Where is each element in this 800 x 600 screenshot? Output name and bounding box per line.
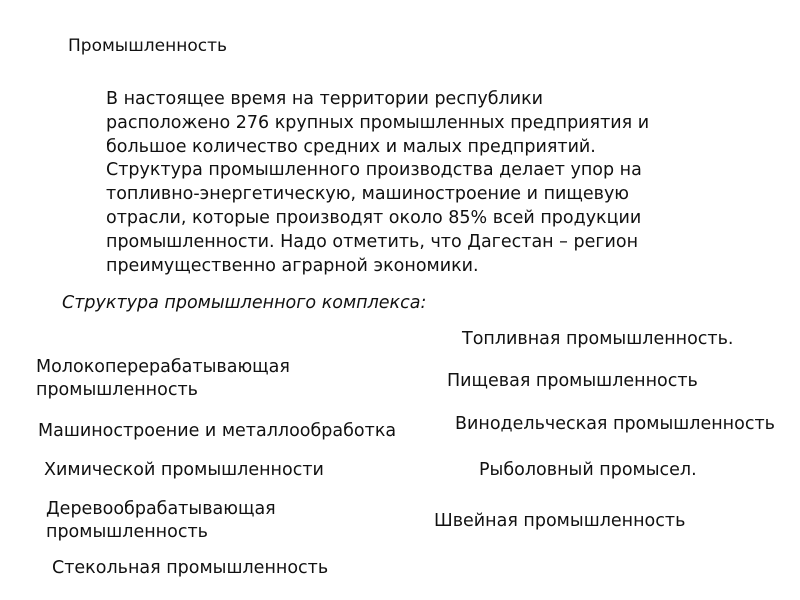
paragraph-line: расположено 276 крупных промышленных предприятия и (106, 112, 650, 133)
industry-item-woodworking (46, 498, 276, 544)
paragraph-line: промышленности. Надо отметить, что Дагестан – регион (106, 231, 639, 252)
industry-item-machinery (38, 420, 396, 443)
industry-item-food: Пищевая промышленность (447, 371, 698, 391)
industry-item-fishing: Рыболовный промысел. (479, 460, 697, 480)
paragraph-line: топливно-энергетическую, машиностроение и пищевую (106, 184, 630, 205)
industry-item-line: Стекольная промышленность (52, 558, 329, 578)
industry-item-line: промышленность (46, 522, 208, 542)
industry-item-line: Деревообрабатывающая (46, 499, 276, 519)
industry-item-line: Молокоперерабатывающая (36, 357, 290, 377)
paragraph-line: Структура промышленного производства делает упор на (106, 160, 642, 181)
industry-item-chemical (44, 459, 324, 482)
industry-item-line: Машиностроение и металлообработка (38, 421, 397, 441)
paragraph-line: отрасли, которые производят около 85% всей продукции (106, 207, 642, 228)
industry-item-dairy (36, 356, 290, 402)
slide-title: Промышленность (68, 36, 228, 56)
industry-item-fuel: Топливная промышленность. (462, 329, 734, 349)
paragraph-line: В настоящее время на территории республики (106, 89, 544, 109)
industry-item-line: Химической промышленности (44, 460, 324, 480)
industry-item-line: промышленность (36, 380, 198, 400)
paragraph-line: большое количество средних и малых предприятий. (106, 136, 596, 157)
industry-item-winemaking: Винодельческая промышленность (455, 414, 775, 434)
intro-paragraph (106, 88, 766, 278)
structure-subtitle: Структура промышленного комплекса: (62, 293, 427, 313)
paragraph-line: преимущественно аграрной экономики. (106, 255, 479, 276)
industry-item-glass (52, 557, 328, 580)
industry-item-sewing: Швейная промышленность (434, 511, 686, 531)
